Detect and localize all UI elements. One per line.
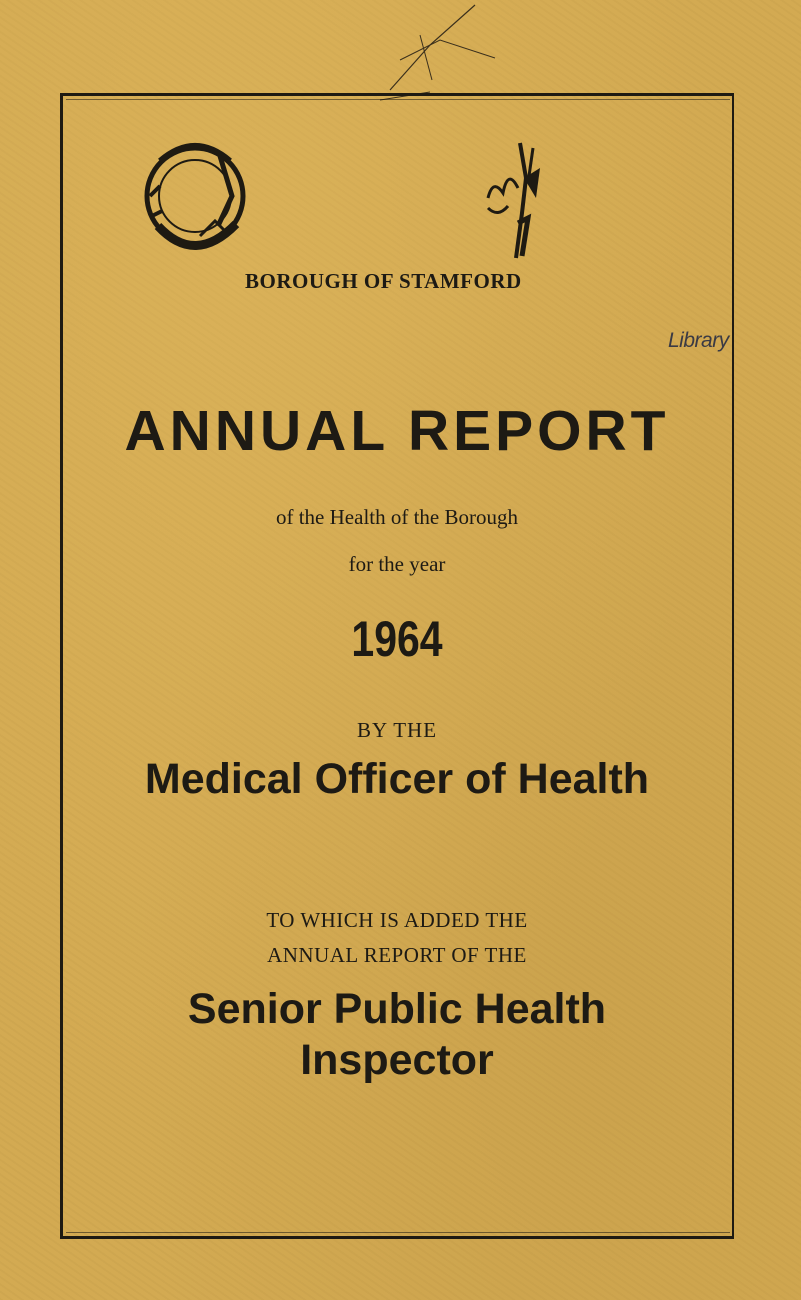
addendum-line-1: TO WHICH IS ADDED THE <box>266 908 528 932</box>
byline-author: Medical Officer of Health <box>144 755 650 803</box>
subtitle-line-1: of the Health of the Borough <box>275 505 519 529</box>
coat-of-arms-icon <box>478 138 548 268</box>
library-stamp: Library <box>668 329 729 352</box>
borough-name: BOROUGH OF STAMFORD <box>245 269 522 293</box>
byline-by: BY THE <box>356 718 438 742</box>
subtitle-line-2: for the year <box>348 552 446 576</box>
borough-seal-icon <box>140 126 250 276</box>
addendum-author-line-1: Senior Public Health <box>187 985 607 1033</box>
addendum-author-line-2: Inspector <box>300 1036 494 1084</box>
addendum-line-2: ANNUAL REPORT OF THE <box>267 943 527 967</box>
report-year: 1964 <box>351 611 443 667</box>
report-title: ANNUAL REPORT <box>124 399 670 463</box>
